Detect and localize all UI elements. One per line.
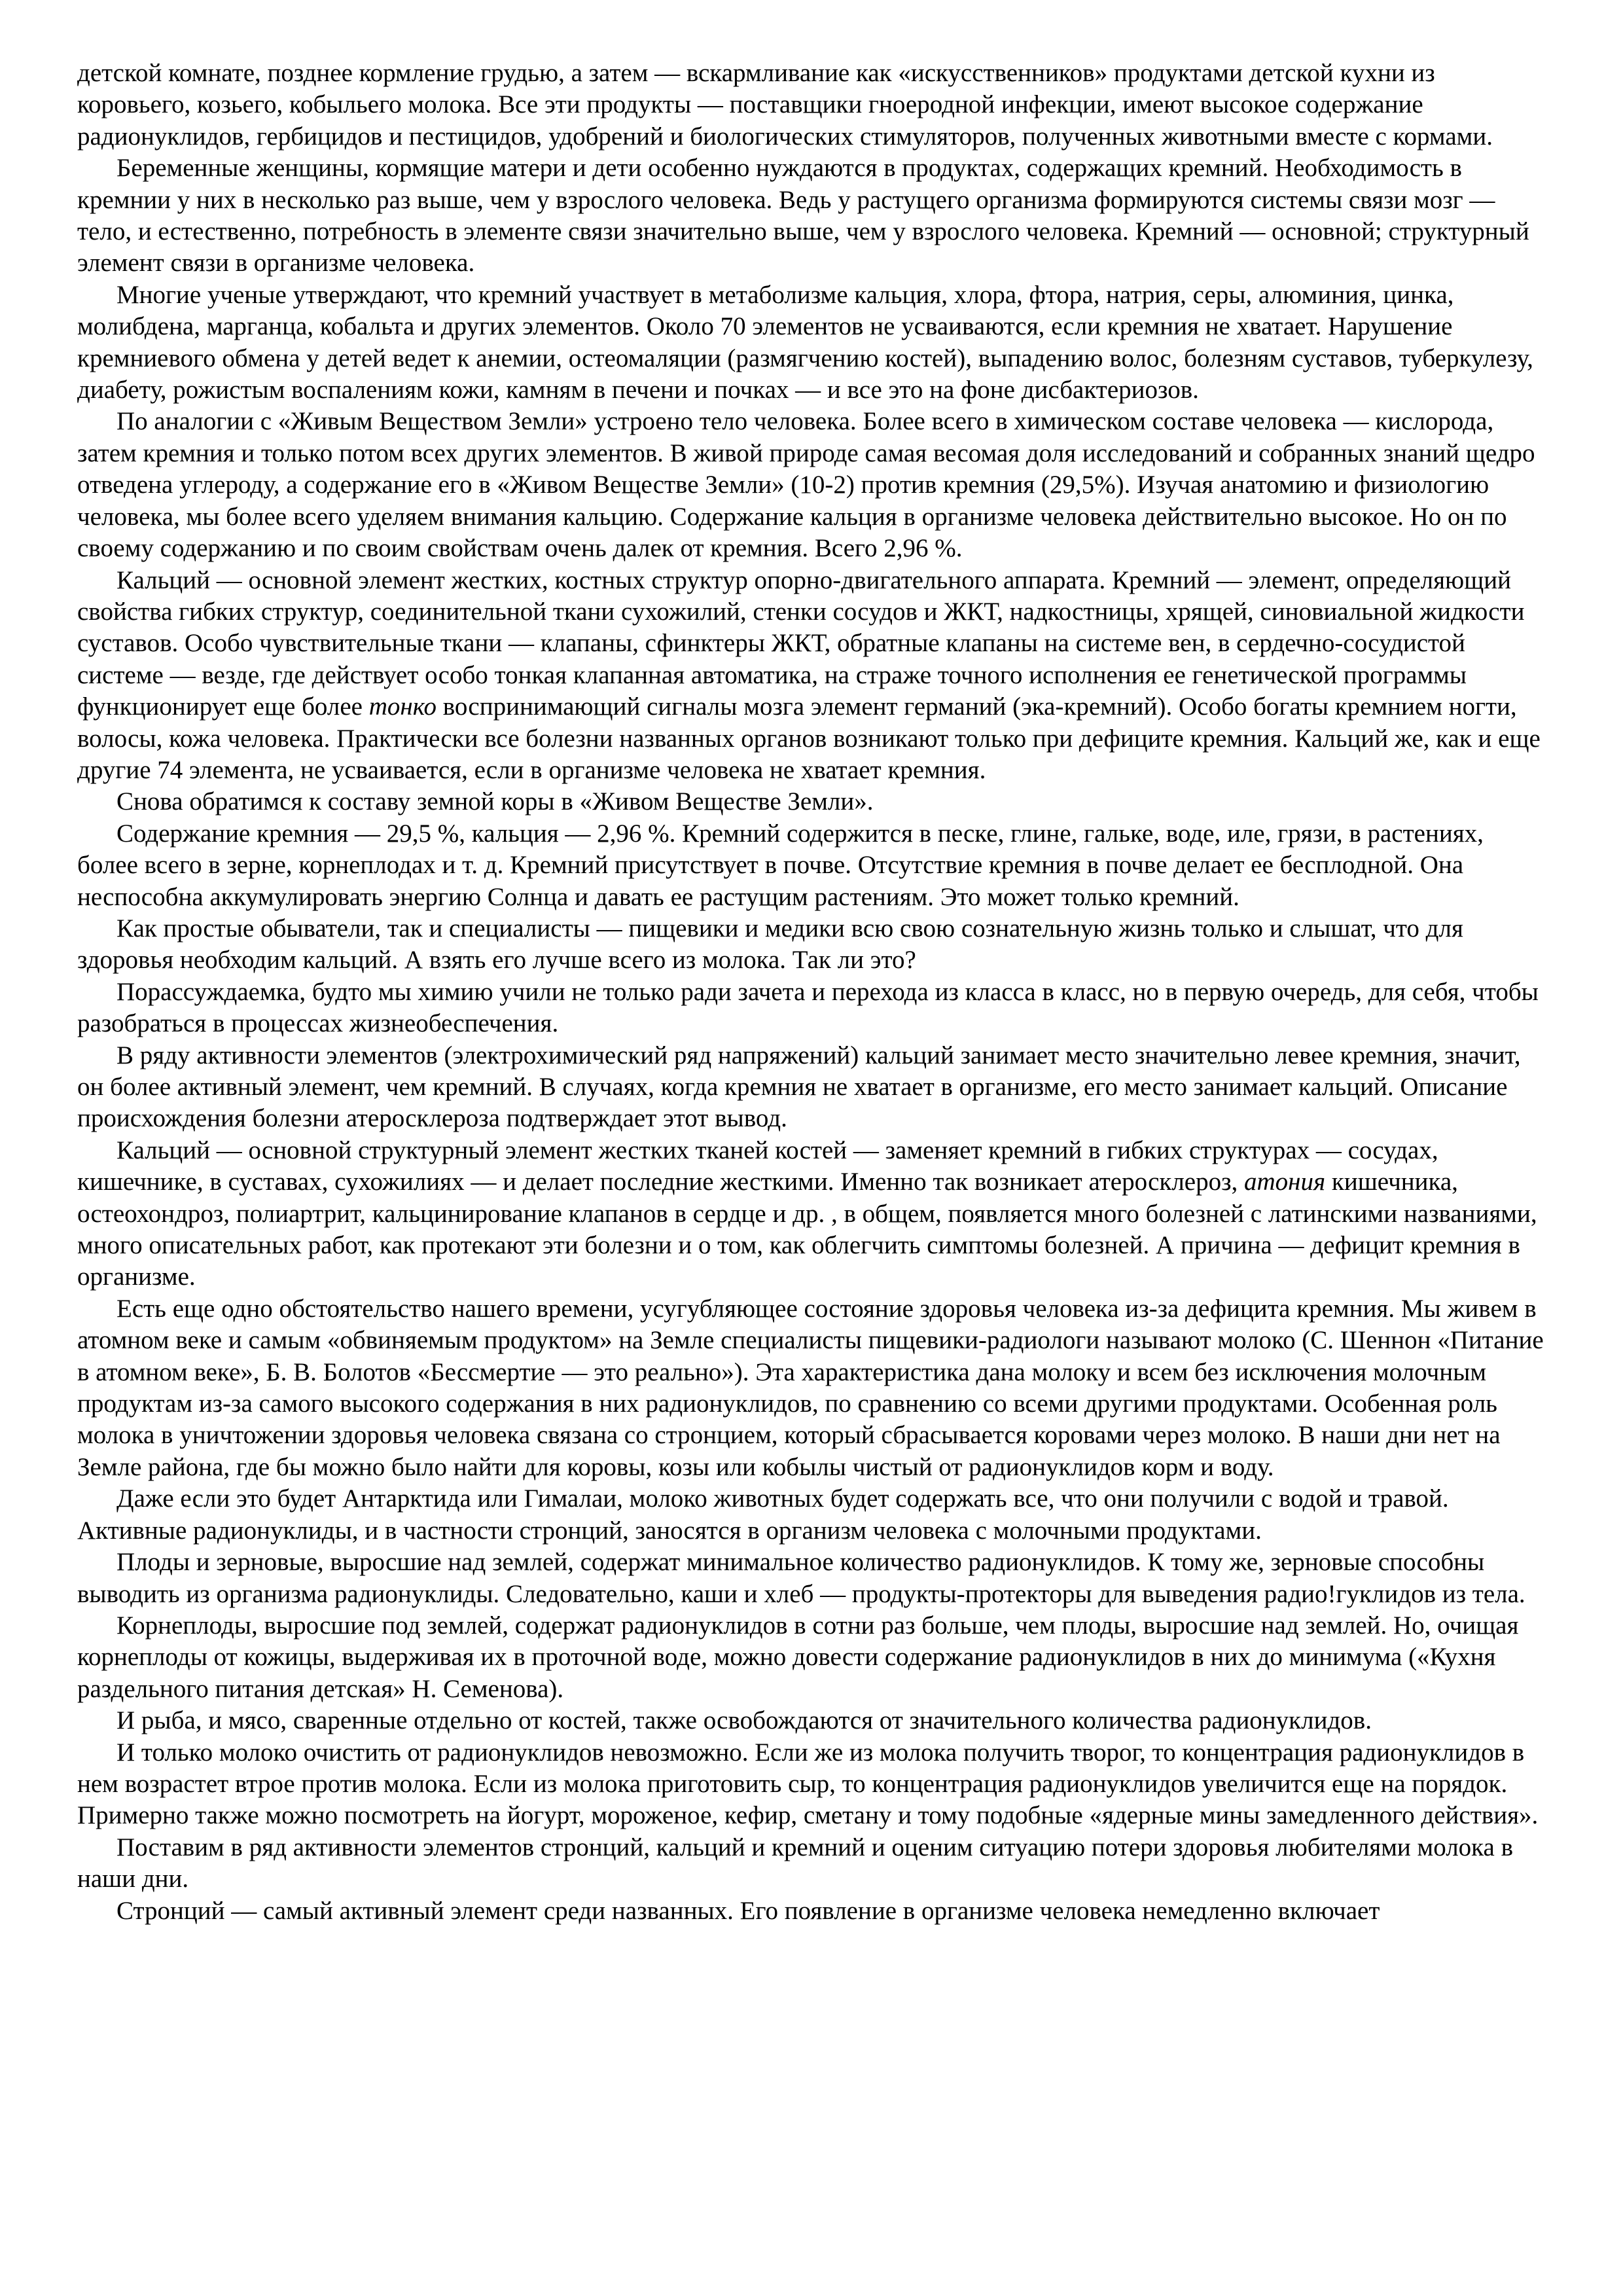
paragraph-10 <box>77 1040 1550 1135</box>
paragraph-7 <box>77 818 1550 913</box>
paragraph-14 <box>77 1547 1550 1610</box>
paragraph-2 <box>77 152 1550 279</box>
paragraph-6 <box>77 786 1550 817</box>
paragraph-text: Корнеплоды, выросшие под землей, содержат радионуклидов в сотни раз больше, чем плоды, выросшие над землей. Но, очищая корнеплоды от кожицы, выдерживая их в проточной воде, можно довести содержание радионуклидов в них до минимума («Кухня раздельного питания детская» Н. Семенова). <box>77 1611 1519 1703</box>
paragraph-19 <box>77 1895 1550 1927</box>
paragraph-16 <box>77 1705 1550 1736</box>
paragraph-text: кишечника, остеохондроз, полиартрит, кальцинирование клапанов в сердце и др. , в общем, появляется много болезней с латинскими названиями, много описательных работ, как протекают эти болезни и о том, как облегчить симптомы болезней. А причина — дефицит кремния в организме. <box>77 1168 1537 1291</box>
italic-text: атония <box>1244 1168 1326 1196</box>
paragraph-text: Снова обратимся к составу земной коры в «Живом Веществе Земли». <box>116 787 874 816</box>
paragraph-text: Кальций — основной структурный элемент жестких тканей костей — заменяет кремний в гибких структурах — сосудах, кишечнике, в суставах, сухожилиях — и делает последние жесткими. Именно так возникает атеросклероз, <box>77 1136 1438 1196</box>
paragraph-text: Плоды и зерновые, выросшие над землей, содержат минимальное количество радионуклидов. К тому же, зерновые способны выводить из организма радионуклиды. Следовательно, каши и хлеб — продукты-протекторы для выведения радио!гуклидов из тела. <box>77 1548 1525 1608</box>
paragraph-5 <box>77 565 1550 787</box>
paragraph-text: В ряду активности элементов (электрохимический ряд напряжений) кальций занимает место значительно левее кремния, значит, он более активный элемент, чем кремний. В случаях, когда кремния не хватает в организме, его место занимает кальций. Описание происхождения болезни атеросклероза подтверждает этот вывод. <box>77 1041 1521 1133</box>
paragraph-text: Есть еще одно обстоятельство нашего времени, усугубляющее состояние здоровья человека из-за дефицита кремния. Мы живем в атомном веке и самым «обвиняемым продуктом» на Земле специалисты пищевики-радиологи называют молоко (С. Шеннон «Питание в атомном веке», Б. В. Болотов «Бессмертие — это реально»). Эта характеристика дана молоку и всем без исключения молочным продуктам из-за самого высокого содержания в них радионуклидов, по сравнению со всеми другими продуктами. Особенная роль молока в уничтожении здоровья человека связана со стронцием, который сбрасывается коровами через молоко. В наши дни нет на Земле района, где бы можно было найти для коровы, козы или кобылы чистый от радионуклидов корм и воду. <box>77 1294 1544 1481</box>
paragraph-text: И рыба, и мясо, сваренные отдельно от костей, также освобождаются от значительного количества радионуклидов. <box>116 1706 1372 1735</box>
paragraph-13 <box>77 1483 1550 1547</box>
paragraph-text: И только молоко очистить от радионуклидов невозможно. Если же из молока получить творог, то концентрация радионуклидов в нем возрастет втрое против молока. Если из молока приготовить сыр, то концентрация радионуклидов увеличится еще на порядок. Примерно также можно посмотреть на йогурт, мороженое, кефир, сметану и тому подобные «ядерные мины замедленного действия». <box>77 1738 1539 1830</box>
paragraph-3 <box>77 279 1550 406</box>
document-page <box>77 58 1550 1927</box>
paragraph-text: воспринимающий сигналы мозга элемент германий (эка-кремний). Особо богаты кремнием ногти, волосы, кожа человека. Практически все болезни названных органов возникают только при дефиците кремния. Кальций же, как и еще другие 74 элемента, не усваивается, если в организме человека не хватает кремния. <box>77 692 1541 784</box>
paragraph-text: Даже если это будет Антарктида или Гималаи, молоко животных будет содержать все, что они получили с водой и травой. Активные радионуклиды, и в частности стронций, заносятся в организм человека с молочными продуктами. <box>77 1484 1449 1545</box>
paragraph-15 <box>77 1610 1550 1705</box>
paragraph-1 <box>77 58 1550 152</box>
paragraph-17 <box>77 1737 1550 1832</box>
paragraph-text: Содержание кремния — 29,5 %, кальция — 2,96 %. Кремний содержится в песке, глине, гальке, воде, иле, грязи, в растениях, более всего в зерне, корнеплодах и т. д. Кремний присутствует в почве. Отсутствие кремния в почве делает ее бесплодной. Она неспособна аккумулировать энергию Солнца и давать ее растущим растениям. Это может только кремний. <box>77 819 1484 911</box>
paragraph-text: Многие ученые утверждают, что кремний участвует в метаболизме кальция, хлора, фтора, натрия, серы, алюминия, цинка, молибдена, марганца, кобальта и других элементов. Около 70 элементов не усваиваются, если кремния не хватает. Нарушение кремниевого обмена у детей ведет к анемии, остеомаляции (размягчению костей), выпадению волос, болезням суставов, туберкулезу, диабету, рожистым воспалениям кожи, камням в печени и почках — и все это на фоне дисбактериозов. <box>77 280 1533 404</box>
paragraph-text: детской комнате, позднее кормление грудью, а затем — вскармливание как «искусственников» продуктами детской кухни из коровьего, козьего, кобыльего молока. Все эти продукты — поставщики гноеродной инфекции, имеют высокое содержание радионуклидов, гербицидов и пестицидов, удобрений и биологических стимуляторов, полученных животными вместе с кормами. <box>77 59 1493 151</box>
paragraph-8 <box>77 913 1550 977</box>
paragraph-text: По аналогии с «Живым Веществом Земли» устроено тело человека. Более всего в химическом составе человека — кислорода, затем кремния и только потом всех других элементов. В живой природе самая весомая доля исследований и собранных знаний щедро отведена углероду, а содержание его в «Живом Веществе Земли» (10-2) против кремния (29,5%). Изучая анатомию и физиологию человека, мы более всего уделяем внимания кальцию. Содержание кальция в организме человека действительно высокое. Но он по своему содержанию и по своим свойствам очень далек от кремния. Всего 2,96 %. <box>77 407 1535 563</box>
paragraph-12 <box>77 1293 1550 1483</box>
paragraph-text: Порассуждаемка, будто мы химию учили не только ради зачета и перехода из класса в класс, но в первую очередь, для себя, чтобы разобраться в процессах жизнеобеспечения. <box>77 977 1539 1038</box>
paragraph-text: Беременные женщины, кормящие матери и дети особенно нуждаются в продуктах, содержащих кремний. Необходимость в кремнии у них в несколько раз выше, чем у взрослого человека. Ведь у растущего организма формируются системы связи мозг — тело, и естественно, потребность в элементе связи значительно выше, чем у взрослого человека. Кремний — основной; структурный элемент связи в организме человека. <box>77 154 1529 278</box>
paragraph-text: Поставим в ряд активности элементов стронций, кальций и кремний и оценим ситуацию потери здоровья любителями молока в наши дни. <box>77 1833 1513 1893</box>
paragraph-11 <box>77 1135 1550 1293</box>
italic-text: тонко <box>368 692 437 721</box>
paragraph-4 <box>77 406 1550 564</box>
paragraph-18 <box>77 1832 1550 1895</box>
paragraph-text: Как простые обыватели, так и специалисты — пищевики и медики всю свою сознательную жизнь только и слышат, что для здоровья необходим кальций. А взять его лучше всего из молока. Так ли это? <box>77 914 1463 975</box>
paragraph-9 <box>77 977 1550 1040</box>
paragraph-text: Кальций — основной элемент жестких, костных структур опорно-двигательного аппарата. Кремний — элемент, определяющий свойства гибких структур, соединительной ткани сухожилий, стенки сосудов и ЖКТ, надкостницы, хрящей, синовиальной жидкости суставов. Особо чувствительные ткани — клапаны, сфинктеры ЖКТ, обратные клапаны на системе вен, в сердечно-сосудистой системе — везде, где действует особо тонкая клапанная автоматика, на страже точного исполнения ее генетической программы функционирует еще более <box>77 565 1525 721</box>
paragraph-text: Стронций — самый активный элемент среди названных. Его появление в организме человека немедленно включает <box>116 1896 1380 1925</box>
